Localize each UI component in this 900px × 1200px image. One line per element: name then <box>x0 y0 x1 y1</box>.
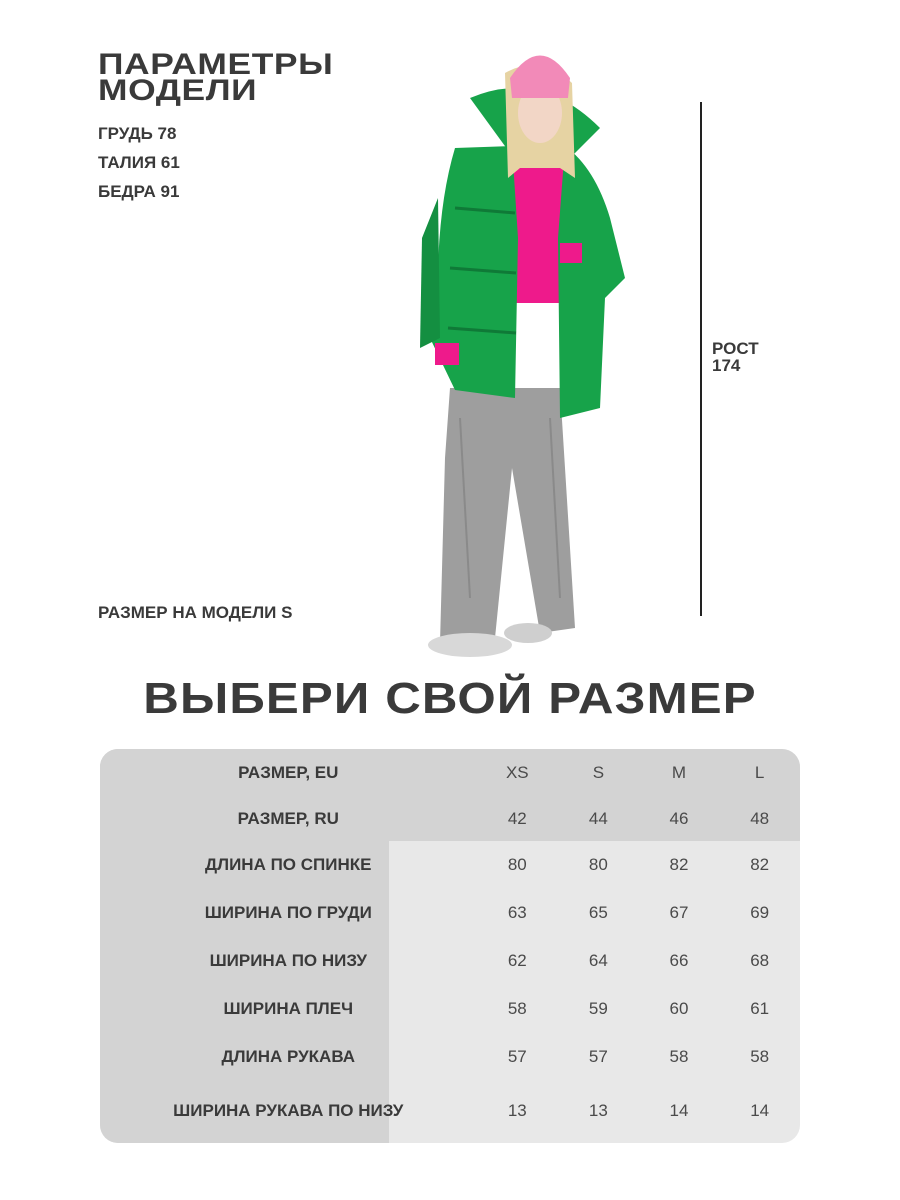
size-table-row-label: ШИРИНА ПО ГРУДИ <box>204 903 372 922</box>
size-table-row <box>100 1033 800 1081</box>
size-table-row-label: ДЛИНА РУКАВА <box>221 1047 356 1066</box>
size-table-cell: 66 <box>669 951 689 970</box>
height-value: 174 <box>712 356 741 375</box>
size-table-cell: 13 <box>588 1101 608 1120</box>
size-table-row <box>100 796 800 841</box>
size-table-row <box>100 889 800 937</box>
size-table-cell: 14 <box>669 1101 689 1120</box>
size-table-cell: 64 <box>588 951 608 970</box>
size-on-model: РАЗМЕР НА МОДЕЛИ S <box>98 603 293 622</box>
size-table-cell: 82 <box>669 855 689 874</box>
param-hips: БЕДРА 91 <box>98 182 180 201</box>
size-table-cell: 67 <box>669 903 689 922</box>
size-table-row-label: РАЗМЕР, EU <box>238 762 339 782</box>
model-params-title-line2: МОДЕЛИ <box>98 74 258 107</box>
size-table-row-label: РАЗМЕР, RU <box>237 808 339 828</box>
size-table-cell: 58 <box>669 1047 689 1066</box>
size-table-cell: 48 <box>750 808 770 828</box>
size-table-row-label: ШИРИНА ПЛЕЧ <box>223 999 354 1018</box>
param-chest: ГРУДЬ 78 <box>98 124 177 143</box>
size-table-cell: 58 <box>750 1047 770 1066</box>
size-table-cell: S <box>592 762 605 782</box>
size-table-cell: 42 <box>507 808 527 828</box>
size-table-cell: M <box>671 762 687 782</box>
model-params-title <box>98 48 334 107</box>
size-table-cell: 61 <box>750 999 770 1018</box>
param-waist: ТАЛИЯ 61 <box>98 153 180 172</box>
size-table-cell: 59 <box>588 999 608 1018</box>
size-table-row <box>100 985 800 1033</box>
size-table-row <box>100 749 800 796</box>
height-line <box>700 102 702 616</box>
size-table-row <box>100 937 800 985</box>
size-table-cell: XS <box>505 762 529 782</box>
size-table-cell: 69 <box>750 903 770 922</box>
size-table-row <box>100 1081 800 1141</box>
size-table-cell: 80 <box>588 855 608 874</box>
size-table-cell: 14 <box>750 1101 770 1120</box>
size-table-cell: 44 <box>588 808 608 828</box>
size-table-cell: 80 <box>507 855 527 874</box>
size-table-cell: 46 <box>669 808 689 828</box>
hat <box>510 56 570 99</box>
size-table-cell: 57 <box>588 1047 608 1066</box>
size-table-row-label: ШИРИНА РУКАВА ПО НИЗУ <box>173 1101 404 1120</box>
left-shoe <box>428 633 512 657</box>
size-table-cell: 63 <box>507 903 527 922</box>
model-params-list <box>98 122 180 209</box>
size-table-row-label: ДЛИНА ПО СПИНКЕ <box>205 855 372 874</box>
size-table-cell: 62 <box>507 951 527 970</box>
size-table-cell: 58 <box>507 999 527 1018</box>
model-params-title-line1: ПАРАМЕТРЫ <box>98 48 334 81</box>
size-table-cell: 82 <box>750 855 770 874</box>
size-table <box>100 749 800 1141</box>
size-table-cell: 65 <box>588 903 608 922</box>
size-table-panel <box>100 749 800 1143</box>
height-label <box>712 340 759 374</box>
size-table-row-label: ШИРИНА ПО НИЗУ <box>209 951 367 970</box>
right-shoe <box>504 623 552 643</box>
size-table-row <box>100 841 800 889</box>
size-table-cell: 60 <box>669 999 689 1018</box>
size-table-cell: 57 <box>507 1047 527 1066</box>
choose-size-heading: ВЫБЕРИ СВОЙ РАЗМЕР <box>143 674 757 723</box>
model-photo <box>400 38 640 663</box>
size-table-cell: 13 <box>507 1101 527 1120</box>
height-label-text: РОСТ <box>712 339 759 358</box>
size-table-cell: 68 <box>750 951 770 970</box>
size-table-cell: L <box>754 762 765 782</box>
